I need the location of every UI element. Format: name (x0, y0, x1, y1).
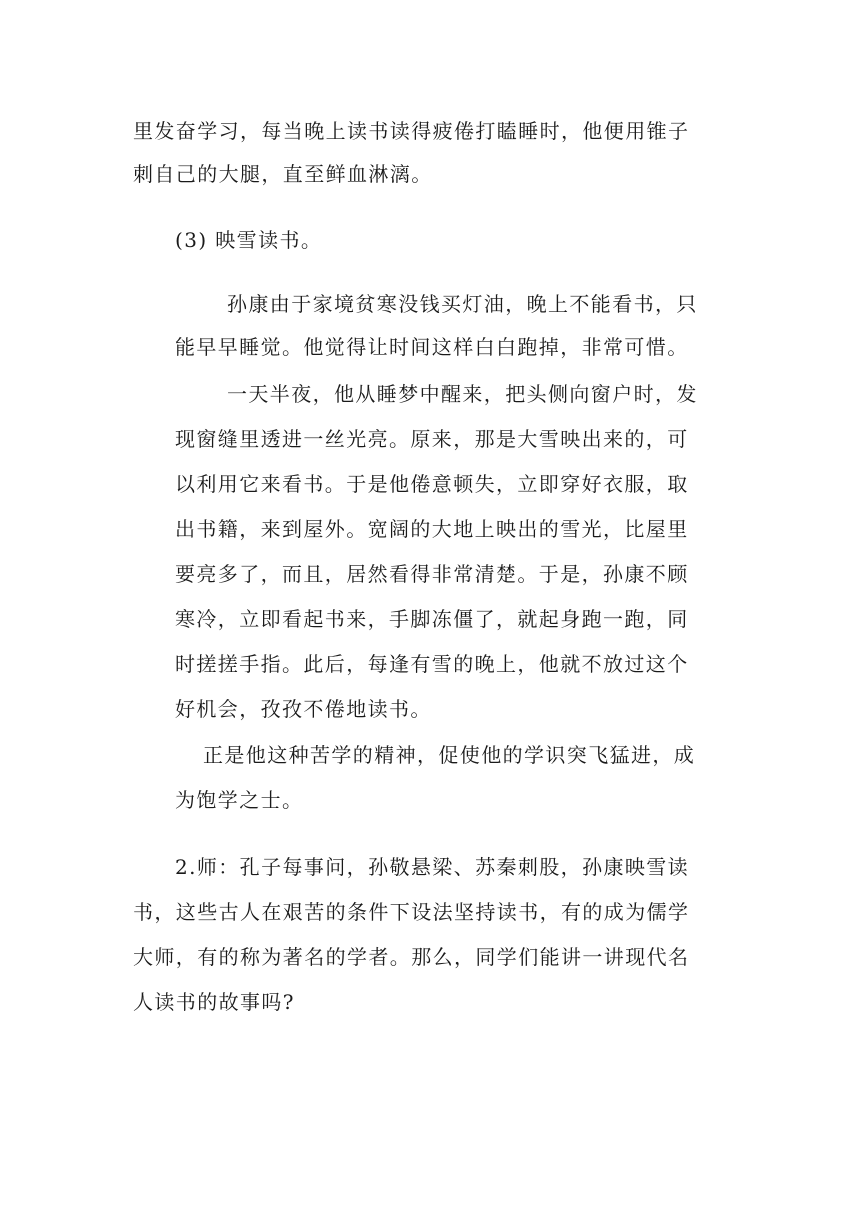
text-line: 好机会，孜孜不倦地读书。 (175, 697, 432, 721)
text-line: 大师，有的称为著名的学者。那么，同学们能讲一讲现代名 (133, 945, 690, 969)
text-line: 时搓搓手指。此后，每逢有雪的晚上，他就不放过这个 (175, 652, 689, 676)
text-line: 刺自己的大腿，直至鲜血淋漓。 (133, 162, 433, 186)
text-line: 一天半夜，他从睡梦中醒来，把头侧向窗户时，发 (227, 382, 698, 406)
text-line: 2.师：孔子每事问，孙敬悬梁、苏秦刺股，孙康映雪读 (175, 855, 690, 879)
text-line: 寒冷，立即看起书来，手脚冻僵了，就起身跑一跑，同 (175, 607, 689, 631)
text-line: 为饱学之士。 (175, 788, 304, 812)
text-line: 正是他这种苦学的精神，促使他的学识突飞猛进，成 (203, 743, 696, 767)
text-line: 现窗缝里透进一丝光亮。原来，那是大雪映出来的，可 (175, 427, 689, 451)
text-line: 人读书的故事吗? (133, 990, 295, 1014)
text-line: 能早早睡觉。他觉得让时间这样白白跑掉，非常可惜。 (175, 335, 689, 359)
section-heading: (3) 映雪读书。 (175, 228, 323, 252)
text-line: 以利用它来看书。于是他倦意顿失，立即穿好衣服，取 (175, 472, 689, 496)
text-line: 孙康由于家境贫寒没钱买灯油，晚上不能看书，只 (227, 292, 698, 316)
text-line: 出书籍，来到屋外。宽阔的大地上映出的雪光，比屋里 (175, 517, 689, 541)
text-line: 要亮多了，而且，居然看得非常清楚。于是，孙康不顾 (175, 562, 689, 586)
text-line: 书，这些古人在艰苦的条件下设法坚持读书，有的成为儒学 (133, 900, 690, 924)
text-line: 里发奋学习，每当晚上读书读得疲倦打瞌睡时，他便用锥子 (133, 119, 690, 143)
